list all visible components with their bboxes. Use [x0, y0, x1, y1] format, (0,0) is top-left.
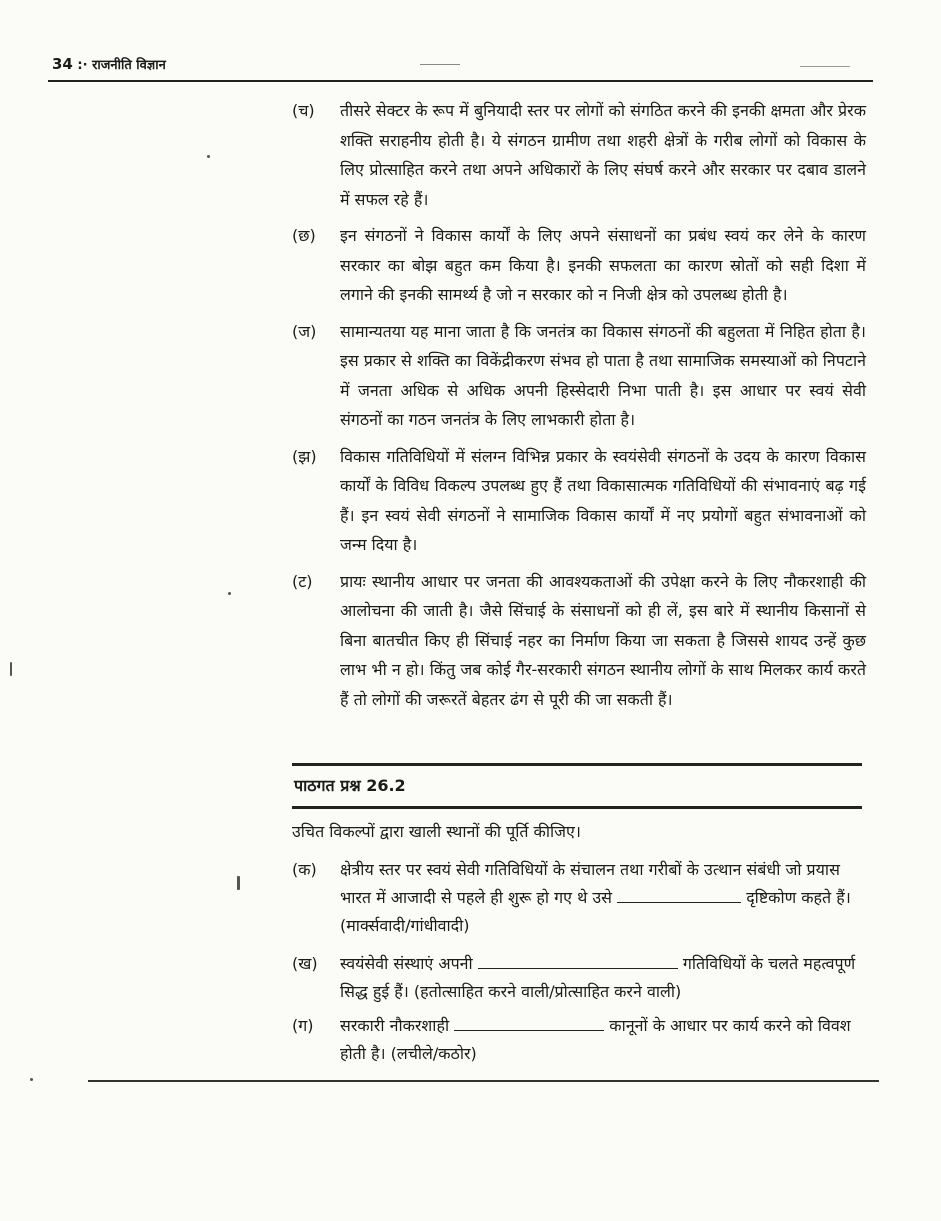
list-item	[292, 317, 866, 435]
question-item	[292, 950, 862, 1006]
item-text: सामान्यतया यह माना जाता है कि जनतंत्र का विकास संगठनों की बहुलता में निहित होता है। इस प्रकार से शक्ति का विकेंद्रीकरण संभव हो पाता है तथा सामाजिक समस्याओं को निपटाने में जनता अधिक से अधिक अपनी हिस्सेदारी निभा पाती है। इस आधार पर स्वयं सेवी संगठनों का गठन जनतंत्र के लिए लाभकारी होता है।	[340, 321, 866, 429]
item-text: प्रायः स्थानीय आधार पर जनता की आवश्यकताओं की उपेक्षा करने के लिए नौकरशाही की आलोचना की जाती है। जैसे सिंचाई के संसाधनों को ही लें, इस बारे में स्थानीय किसानों से बिना बातचीत किए ही सिंचाई नहर का निर्माण किया जा सकता है जिससे शायद उन्हें कुछ लाभ भी न हो। किंतु जब कोई गैर-सरकारी संगठन स्थानीय लोगों के साथ मिलकर कार्य करते हैं तो लोगों की जरूरतें बेहतर ढंग से पूरी की जा सकती हैं।	[340, 571, 866, 709]
item-text: तीसरे सेक्टर के रूप में बुनियादी स्तर पर लोगों को संगठित करने की इनकी क्षमता और प्रेरक शक्ति सराहनीय होती है। ये संगठन ग्रामीण तथा शहरी क्षेत्रों के गरीब लोगों को विकास के लिए प्रोत्साहित करने तथा अपने अधिकारों के लिए संघर्ष करने और सरकार पर दबाव डालने में सफल रहे हैं।	[340, 101, 866, 209]
item-label: (ज)	[292, 321, 317, 341]
scan-speck	[228, 592, 231, 595]
section-top-rule	[292, 763, 862, 766]
list-item	[292, 96, 866, 214]
fill-blank[interactable]	[478, 950, 678, 969]
scan-speck	[30, 1078, 33, 1081]
section-bottom-rule	[292, 806, 862, 809]
question-text	[340, 856, 862, 940]
list-item	[292, 221, 866, 310]
book-title: राजनीति विज्ञान	[92, 58, 166, 73]
item-text: इन संगठनों ने विकास कार्यों के लिए अपने संसाधनों का प्रबंध स्वयं कर लेने के कारण सरकार का बोझ बहुत कम किया है। इनकी सफलता का कारण स्रोतों को सही दिशा में लगाने की इनकी सामर्थ्य है जो न सरकार को न निजी क्षेत्र को उपलब्ध होती है।	[340, 226, 866, 304]
question-text-after: दृष्टिकोण कहते हैं। (मार्क्सवादी/गांधीवादी)	[340, 888, 851, 935]
page-number: 34	[52, 55, 73, 73]
question-item	[292, 856, 862, 940]
point-list	[292, 96, 866, 721]
item-label: (झ)	[292, 446, 317, 466]
question-text-before: क्षेत्रीय स्तर पर स्वयं सेवी गतिविधियों के संचालन तथा गरीबों के उत्थान संबंधी जो प्रयास भारत में आजादी से पहले ही शुरू हो गए थे उसे	[340, 860, 840, 907]
item-label: (च)	[292, 101, 315, 120]
question-label: (ग)	[292, 1016, 314, 1035]
item-text: विकास गतिविधियों में संलग्न विभिन्न प्रकार के स्वयंसेवी संगठनों के उदय के कारण विकास कार्यों के विविध विकल्प उपलब्ध हुए हैं तथा विकासात्मक गतिविधियों की संभावनाएं बढ़ गई हैं। इन स्वयं सेवी संगठनों ने सामाजिक विकास कार्यों में नए प्रयोगों बहुत संभावनाओं को जन्म दिया है।	[340, 446, 866, 554]
scan-speck	[237, 876, 240, 890]
scan-mark	[800, 66, 850, 67]
scan-speck	[10, 662, 12, 676]
question-item	[292, 1012, 862, 1068]
question-text-before: सरकारी नौकरशाही	[340, 1016, 450, 1035]
footer-rule	[88, 1080, 879, 1082]
scan-speck	[207, 155, 210, 158]
scan-mark	[420, 64, 460, 65]
item-label: (छ)	[292, 226, 316, 245]
question-text	[340, 950, 862, 1006]
item-label: (ट)	[292, 571, 313, 591]
question-text-after: कानूनों के आधार पर कार्य करने को विवश होती है। (लचीले/कठोर)	[340, 1016, 851, 1063]
question-label: (ख)	[292, 954, 318, 973]
list-item	[292, 567, 866, 715]
question-text-after: गतिविधियों के चलते महत्वपूर्ण सिद्ध हुई हैं। (हतोत्साहित करने वाली/प्रोत्साहित करने वाली)	[340, 954, 856, 1001]
fill-blank[interactable]	[454, 1012, 604, 1031]
question-label: (क)	[292, 860, 317, 879]
list-item	[292, 442, 866, 560]
header-separator: :·	[77, 58, 88, 73]
section-instruction: उचित विकल्पों द्वारा खाली स्थानों की पूर्ति कीजिए।	[292, 822, 581, 841]
header-rule	[48, 80, 873, 82]
question-text-before: स्वयंसेवी संस्थाएं अपनी	[340, 954, 473, 973]
page-header	[52, 55, 166, 73]
question-text	[340, 1012, 862, 1068]
fill-blank[interactable]	[617, 884, 741, 903]
section-title: पाठगत प्रश्न 26.2	[294, 776, 406, 795]
